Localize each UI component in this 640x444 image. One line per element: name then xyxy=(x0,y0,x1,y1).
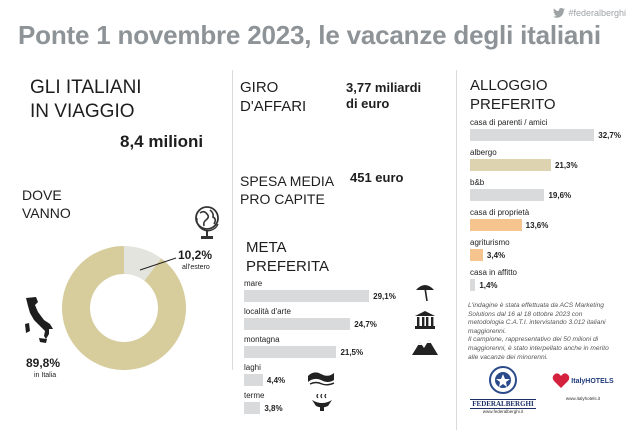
travelers-value: 8,4 milioni xyxy=(120,132,204,151)
bar-value-label: 13,6% xyxy=(525,221,549,230)
turnover-value-line2: di euro xyxy=(346,96,390,111)
bar-label: montagna xyxy=(244,335,280,344)
bar-label: laghi xyxy=(244,363,261,372)
where-heading xyxy=(22,186,71,222)
travelers-heading xyxy=(30,76,142,124)
bar xyxy=(244,318,350,330)
spending-value: 451 euro xyxy=(350,170,404,185)
bar-label: terme xyxy=(244,391,265,400)
bar xyxy=(470,279,475,291)
bar-value-label: 19,6% xyxy=(548,191,572,200)
column-divider-1 xyxy=(232,70,233,370)
bar xyxy=(470,219,522,231)
globe-icon xyxy=(194,205,222,241)
bar xyxy=(244,346,336,358)
travelers-heading-line1: GLI ITALIANI xyxy=(30,77,142,98)
destination-heading-line1: META xyxy=(246,239,287,256)
bar-label: mare xyxy=(244,279,263,288)
lake-icon xyxy=(306,368,336,386)
abroad-leader-line xyxy=(138,256,178,272)
travelers-heading-line2: IN VIAGGIO xyxy=(30,101,135,122)
bar-label: agriturismo xyxy=(470,238,510,247)
turnover-label-line2: D'AFFARI xyxy=(240,98,307,115)
destination-heading-line2: PREFERITA xyxy=(246,258,330,275)
destination-heading xyxy=(246,238,329,276)
column-divider-2 xyxy=(456,70,457,430)
where-heading-line2: VANNO xyxy=(22,205,71,221)
bar-value-label: 3,4% xyxy=(486,251,506,260)
footnote-paragraph-1: L'indagine è stata effettuata da ACS Marketing Solutions dal 16 al 18 ottobre 2023 con metodologia C.A.T.I. intervistando 3.012 italiani maggiorenni. xyxy=(468,302,606,335)
italy-map-icon xyxy=(22,296,56,346)
turnover-label xyxy=(240,78,306,116)
footnote-paragraph-2: Il campione, rappresentativo dei 50 milioni di maggiorenni, è stato interpellato anche in merito alle vacanze dei minorenni. xyxy=(468,336,609,361)
lodging-heading xyxy=(470,76,556,114)
italy-value: 89,8% xyxy=(26,356,61,370)
beach-umbrella-icon xyxy=(414,282,436,302)
bar xyxy=(470,159,551,171)
spa-icon xyxy=(310,394,334,412)
bar xyxy=(244,374,263,386)
bar-label: casa di proprietà xyxy=(470,208,530,217)
bar xyxy=(470,249,483,261)
lodging-heading-line1: ALLOGGIO xyxy=(470,77,548,94)
bar-value-label: 29,1% xyxy=(373,292,396,301)
italyhotels-name: ItalyHOTELS xyxy=(571,377,614,385)
bar-label: b&b xyxy=(470,178,485,187)
bar-value-label: 3,8% xyxy=(264,404,283,413)
handle-text: #federalberghi xyxy=(568,8,626,18)
bar xyxy=(244,290,369,302)
twitter-bird-icon xyxy=(553,8,565,18)
bar xyxy=(470,129,594,141)
federalberghi-url: www.federalberghi.it xyxy=(482,409,524,414)
page-title: Ponte 1 novembre 2023, le vacanze degli italiani xyxy=(18,20,601,50)
federalberghi-name: FEDERALBERGHI xyxy=(470,399,536,409)
bar-label: località d'arte xyxy=(244,307,291,316)
spending-label-line1: SPESA MEDIA xyxy=(240,173,335,189)
bar xyxy=(470,189,544,201)
bar-value-label: 32,7% xyxy=(598,131,621,140)
bar-value-label: 24,7% xyxy=(354,320,377,329)
abroad-label: all'estero xyxy=(182,264,210,271)
turnover-value xyxy=(346,80,421,112)
survey-footnote xyxy=(468,302,618,362)
italyhotels-logo xyxy=(548,372,618,401)
federalberghi-emblem-icon xyxy=(488,366,518,394)
italyhotels-url: www.italyhotels.it xyxy=(565,396,601,401)
italy-label: in Italia xyxy=(34,372,57,379)
turnover-label-line1: GIRO xyxy=(240,79,279,96)
bar-value-label: 21,5% xyxy=(340,348,364,357)
federalberghi-logo xyxy=(470,366,536,414)
abroad-value: 10,2% xyxy=(178,248,213,262)
spending-label xyxy=(240,172,334,208)
turnover-value-line1: 3,77 miliardi xyxy=(346,80,422,95)
bar-value-label: 1,4% xyxy=(479,281,498,290)
bar-label: casa di parenti / amici xyxy=(470,118,548,127)
where-heading-line1: DOVE xyxy=(22,187,62,203)
bar-label: albergo xyxy=(470,148,497,157)
bar-value-label: 21,3% xyxy=(554,161,578,170)
mountain-icon xyxy=(412,338,438,356)
bar-label: casa in affitto xyxy=(470,268,517,277)
temple-icon xyxy=(414,310,436,330)
heart-icon xyxy=(552,372,570,390)
twitter-handle xyxy=(553,8,626,18)
bar xyxy=(244,402,260,414)
bar-value-label: 4,4% xyxy=(266,376,286,385)
lodging-heading-line2: PREFERITO xyxy=(470,96,556,113)
spending-label-line2: PRO CAPITE xyxy=(240,191,325,207)
